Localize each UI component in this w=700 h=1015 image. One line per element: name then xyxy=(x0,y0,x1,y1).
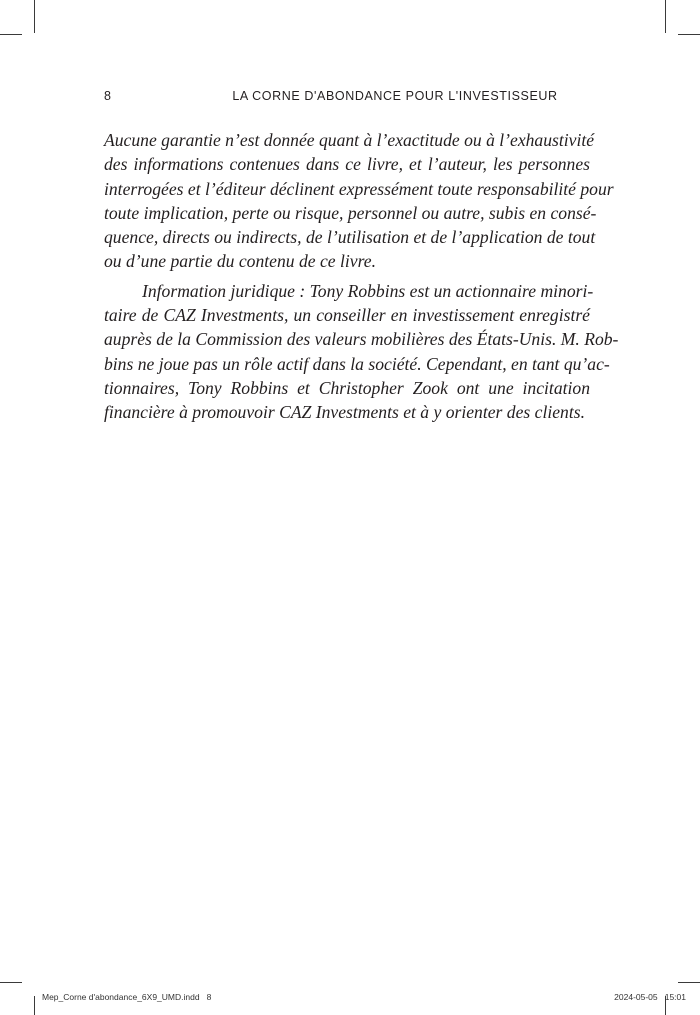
text-line: tionnaires, Tony Robbins et Christopher Zook ont une incitation xyxy=(104,377,590,398)
slug-file-name: Mep_Corne d'abondance_6X9_UMD.indd 8 xyxy=(42,992,212,1002)
book-title: LA CORNE D'ABONDANCE POUR L'INVESTISSEUR xyxy=(232,89,558,103)
crop-mark-bottom-right-horizontal xyxy=(678,982,700,983)
text-line: Information juridique : Tony Robbins est un actionnaire minori- xyxy=(142,280,594,301)
text-line: des informations contenues dans ce livre, et l’auteur, les personnes xyxy=(104,154,590,175)
crop-mark-top-right-horizontal xyxy=(678,34,700,35)
text-line: bins ne joue pas un rôle actif dans la société. Cependant, en tant qu’ac- xyxy=(104,353,610,374)
text-line: quence, directs ou indirects, de l’utilisation et de l’application de tout xyxy=(104,227,596,248)
crop-mark-bottom-left-horizontal xyxy=(0,982,22,983)
body-text xyxy=(104,128,619,425)
crop-mark-top-left-horizontal xyxy=(0,34,22,35)
running-head xyxy=(104,89,590,107)
text-line: auprès de la Commission des valeurs mobilières des États-Unis. M. Rob- xyxy=(104,329,619,350)
disclaimer-paragraph xyxy=(104,128,614,274)
text-line: taire de CAZ Investments, un conseiller en investissement enregistré xyxy=(104,305,590,326)
text-line: Aucune garantie n’est donnée quant à l’exactitude ou à l’exhaustivité xyxy=(104,130,595,150)
text-line: toute implication, perte ou risque, personnel ou autre, subis en consé- xyxy=(104,202,597,223)
crop-mark-bottom-left xyxy=(34,996,35,1015)
legal-information-paragraph xyxy=(104,279,619,425)
text-line: financière à promouvoir CAZ Investments et à y orienter des clients. xyxy=(104,402,585,423)
page-number: 8 xyxy=(104,89,112,103)
crop-mark-top-left xyxy=(34,0,35,33)
slug-timestamp: 2024-05-05 15:01 xyxy=(614,992,686,1002)
crop-mark-top-right xyxy=(665,0,666,33)
text-line: interrogées et l’éditeur déclinent expressément toute responsabilité pour xyxy=(104,178,614,199)
text-line: ou d’une partie du contenu de ce livre. xyxy=(104,251,376,272)
